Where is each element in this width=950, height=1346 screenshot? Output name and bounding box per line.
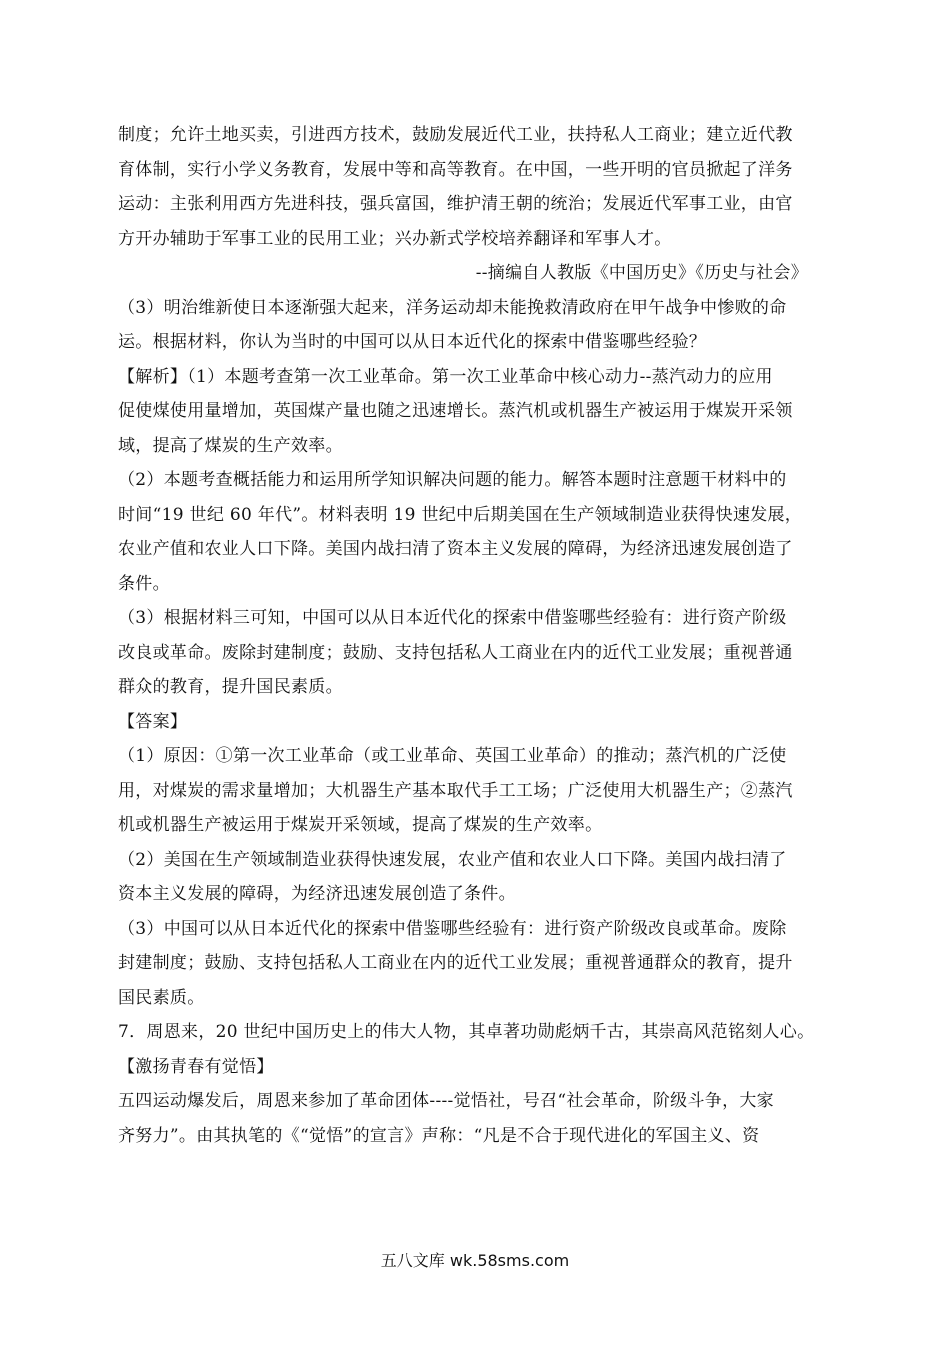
text-line: 资本主义发展的障碍，为经济迅速发展创造了条件。: [118, 884, 516, 904]
question-7-line: 7．周恩来，20 世纪中国历史上的伟大人物，其卓著功勋彪炳千古，其崇高风范铭刻人心。: [118, 1022, 815, 1042]
source-citation: --摘编自人教版《中国历史》《历史与社会》: [475, 263, 808, 283]
text-line: 域，提高了煤炭的生产效率。: [118, 435, 343, 456]
answer-heading: 【答案】: [118, 711, 188, 732]
analysis-heading-line: 【解析】（1）本题考查第一次工业革命。第一次工业革命中核心动力--蒸汽动力的应用: [118, 366, 773, 387]
text-line: 齐努力”。由其执笔的《“觉悟”的宣言》声称：“凡是不合于现代进化的军国主义、资: [118, 1125, 760, 1146]
text-line: 农业产值和农业人口下降。美国内战扫清了资本主义发展的障碍，为经济迅速发展创造了: [118, 539, 793, 559]
text-line: （3）根据材料三可知，中国可以从日本近代化的探索中借鉴哪些经验有：进行资产阶级: [118, 608, 787, 628]
section-heading: 【激扬青春有觉悟】: [118, 1056, 274, 1077]
text-line: （3）明治维新使日本逐渐强大起来，洋务运动却未能挽救清政府在甲午战争中惨败的命: [118, 297, 787, 318]
text-line: 机或机器生产被运用于煤炭开采领域，提高了煤炭的生产效率。: [118, 815, 603, 835]
text-line: 条件。: [118, 573, 170, 594]
text-line: 改良或革命。废除封建制度；鼓励、支持包括私人工商业在内的近代工业发展；重视普通: [118, 642, 793, 663]
text-line: 封建制度；鼓励、支持包括私人工商业在内的近代工业发展；重视普通群众的教育，提升: [118, 953, 793, 973]
text-line: 五四运动爆发后，周恩来参加了革命团体----觉悟社，号召“社会革命，阶级斗争，大家: [118, 1091, 774, 1111]
text-line: （1）原因：①第一次工业革命（或工业革命、英国工业革命）的推动；蒸汽机的广泛使: [118, 746, 787, 766]
document-body: [118, 118, 815, 1153]
page-footer: 五八文库 wk.58sms.com: [380, 1251, 570, 1270]
text-line: 群众的教育，提升国民素质。: [118, 677, 343, 697]
text-line: 国民素质。: [118, 987, 205, 1008]
text-line: 促使煤使用量增加，英国煤产量也随之迅速增长。蒸汽机或机器生产被运用于煤炭开采领: [118, 401, 793, 421]
text-line: （2）本题考查概括能力和运用所学知识解决问题的能力。解答本题时注意题干材料中的: [118, 470, 787, 490]
text-line: 运。根据材料，你认为当时的中国可以从日本近代化的探索中借鉴哪些经验？: [118, 332, 707, 352]
text-line: （2）美国在生产领域制造业获得快速发展，农业产值和农业人口下降。美国内战扫清了: [118, 849, 787, 870]
text-line: 运动：主张利用西方先进科技，强兵富国，维护清王朝的统治；发展近代军事工业，由官: [118, 194, 793, 214]
text-line: 时间“19 世纪 60 年代”。材料表明 19 世纪中后期美国在生产领域制造业获得快速发展，: [118, 504, 803, 525]
text-line: 方开办辅助于军事工业的民用工业；兴办新式学校培养翻译和军事人才。: [118, 228, 672, 249]
text-line: 用，对煤炭的需求量增加；大机器生产基本取代手工工场；广泛使用大机器生产；②蒸汽: [118, 780, 793, 801]
text-line: 制度；允许土地买卖，引进西方技术，鼓励发展近代工业，扶持私人工商业；建立近代教: [118, 125, 793, 145]
text-line: （3）中国可以从日本近代化的探索中借鉴哪些经验有：进行资产阶级改良或革命。废除: [118, 918, 787, 939]
text-line: 育体制，实行小学义务教育，发展中等和高等教育。在中国，一些开明的官员掀起了洋务: [118, 159, 793, 180]
